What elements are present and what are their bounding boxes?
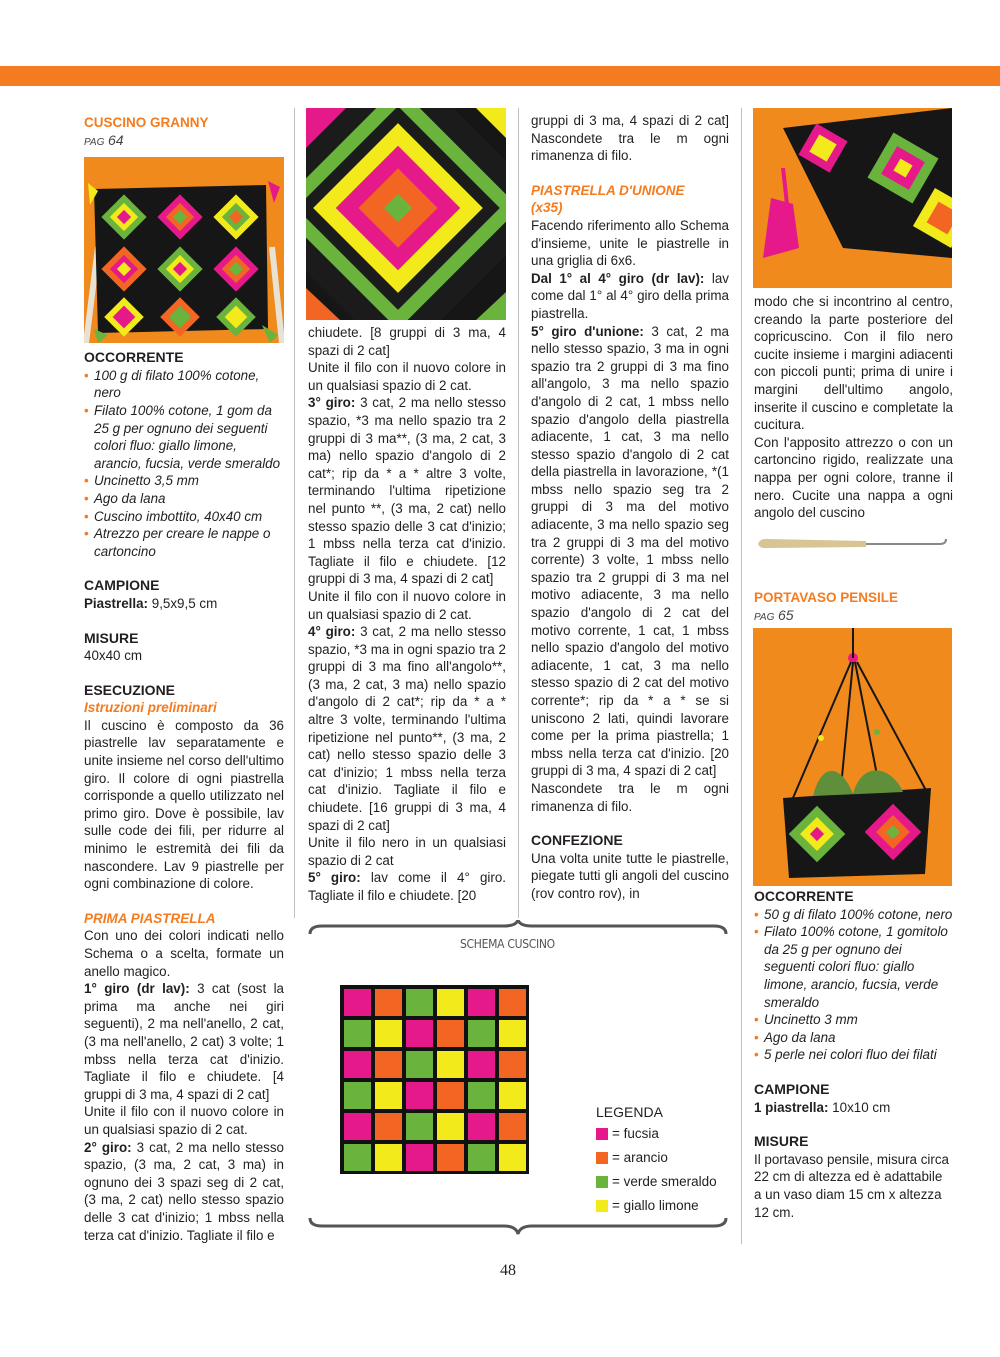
campione-value: 10x10 cm [832, 1099, 891, 1115]
column-divider [741, 108, 742, 1244]
giro4-after: Unite il filo nero in un qualsiasi spazio di 2 cat [308, 835, 506, 868]
confezione-text: Una volta unite tutte le piastrelle, piegate tutti gli angoli del cuscino (rov contro rov), in [531, 850, 729, 901]
legend-item [596, 1122, 717, 1146]
crochet-hook-photo [756, 532, 952, 552]
dal-body: lav come dal 1° al 4° giro della prima piastrella. [531, 270, 730, 321]
grid-cell-fucsia [468, 1051, 495, 1078]
grid-cell-giallo [499, 1144, 526, 1171]
page-ref [84, 132, 284, 152]
giro4-label: 4° giro: [308, 624, 356, 640]
list-item: • Atrezzo per creare le nappe o cartoncino [84, 525, 284, 560]
column-2 [308, 324, 506, 905]
cushion-corner-photo [753, 108, 952, 288]
grid-cell-giallo [499, 1020, 526, 1047]
list-item: • Ago da lana [84, 490, 284, 508]
esecuzione-heading: ESECUZIONE [84, 681, 176, 698]
giro1-after: Unite il filo con il nuovo colore in un qualsiasi spazio di 2 cat. [84, 1104, 284, 1137]
campione-heading: CAMPIONE [84, 577, 160, 594]
legend-swatch-fucsia [596, 1128, 608, 1140]
giro1-label: 1° giro (dr lav): [84, 981, 190, 997]
column-4-lower [754, 589, 953, 626]
grid-cell-verde [344, 1020, 371, 1047]
column-4 [754, 293, 953, 522]
grid-cell-arancio [437, 1082, 464, 1109]
column-3 [531, 112, 729, 903]
occorrente-heading: OCCORRENTE [754, 888, 854, 904]
giro1-body: 3 cat (sost la prima ma anche nei giri seguenti), 2 ma nell'anello, 2 cat, (3 ma nell'anello, 2 cat) 3 volte; 1 mbss nella terza cat d'inizio. Tagliate il filo e chiudete. [4 gruppi di 3 ma, 4 spazi di 2 cat] [84, 981, 284, 1102]
page-number: 48 [500, 1262, 516, 1279]
giro5-label: 5° giro: [308, 870, 361, 886]
grid-cell-verde [406, 1051, 433, 1078]
legend-label: = giallo limone [612, 1198, 699, 1213]
legend-item [596, 1170, 717, 1194]
legend-title: LEGENDA [596, 1104, 663, 1120]
giro1-text [84, 980, 284, 1103]
legend-swatch-arancio [596, 1152, 608, 1164]
grid-cell-arancio [375, 1113, 402, 1140]
grid-cell-arancio [437, 1020, 464, 1047]
schema-grid [340, 985, 529, 1174]
grid-cell-fucsia [344, 1051, 371, 1078]
unione-count: (x35) [531, 200, 563, 216]
grid-cell-verde [344, 1082, 371, 1109]
giro5-body: lav come il 4° giro. Tagliate il filo e chiudete. [20 [308, 870, 506, 903]
grid-cell-fucsia [344, 1113, 371, 1140]
misure-text: Il portavaso pensile, misura circa 22 cm di altezza ed è adattabile a un vaso diam 15 cm x altezza 12 cm. [754, 1151, 949, 1220]
grid-cell-verde [406, 989, 433, 1016]
grid-cell-giallo [437, 1113, 464, 1140]
grid-cell-fucsia [344, 989, 371, 1016]
campione-text [84, 595, 284, 613]
legend-label: = verde smeraldo [612, 1174, 717, 1189]
misure-heading: MISURE [84, 629, 139, 646]
occorrente-list [754, 906, 953, 1064]
legend [596, 1104, 717, 1218]
column-divider [294, 108, 295, 918]
page-ref [754, 607, 953, 627]
grid-cell-giallo [375, 1020, 402, 1047]
grid-cell-arancio [499, 989, 526, 1016]
giro5u-label: 5° giro d'unione: [531, 323, 644, 339]
grid-cell-verde [468, 1144, 495, 1171]
giro4-body: 3 cat, 2 ma nello stesso spazio, *3 ma in ogni spazio tra 2 gruppi di 3 ma fino all'angolo**, (3 ma, 2 cat, 3 ma) nello spazio d'angolo di 2 cat*; rip da * a * altre 3 volte, terminando l'ultima ripetizione nel punto**, (3 ma, 2 cat) nello stesso spazio delle 3 cat d'inizio; 1 mbss nella terza cat d'inizio. Tagliate il filo e chiudete. [16 gruppi di 3 ma, 4 spazi di 2 cat] [308, 624, 506, 833]
campione-label: 1 piastrella: [754, 1099, 829, 1115]
page-ref-number: 64 [108, 131, 124, 148]
list-item: • Filato 100% cotone, 1 gom da 25 g per ognuno dei seguenti colori fluo: giallo limone, arancio, fucsia, verde smeraldo [84, 402, 284, 472]
grid-cell-fucsia [406, 1082, 433, 1109]
list-item: • 100 g di filato 100% cotone, nero [84, 367, 284, 402]
top-orange-bar [0, 66, 1000, 86]
dal-label: Dal 1° al 4° giro (dr lav): [531, 270, 705, 286]
giro5u-body: 3 cat, 2 ma nello stesso spazio, 3 ma in ogni spazio tra 2 gruppi di 3 ma fino all'angolo, 3 ma nello spazio d'angolo di 2 cat, 1 mbss nello spazio d'angolo della piastrella adiacente, 1 cat, 3 ma nello stesso spazio d'angolo di 2 cat della piastrella in lavorazione, *(1 mbss nello spazio seg tra 2 gruppi di 3 ma del motivo adiacente, 3 ma nello spazio seg tra 2 gruppi di 3 ma del motivo corrente) 3 volte, 1 mbss nello spazio tra 2 gruppi di 3 ma nel motivo adiacente, 3 ma nello spazio d'angolo di 2 cat del motivo corrente, 1 cat, 1 mbss nello spazio d'angolo del motivo adiacente, 1 cat, 3 ma nello stesso spazio di 2 cat del motivo corrente*; rip da * a * se si uniscono 2 lati, quindi lavorare come per la prima piastrella; 1 mbss nella terza cat d'inizio. [20 gruppi di 3 ma, 4 spazi di 2 cat] [531, 323, 729, 779]
istruzioni-text: Il cuscino è composto da 36 piastrelle lav separatamente e unite insieme nel corso dell'ultimo giro. Il colore di ogni piastrella corrisponde a quello utilizzato nel primo giro. Dove è possibile, lav sulle code dei fili, per ridurre al minimo le estremità dei fili da nascondere. Lav 9 piastrelle per ogni combinazione di colore. [84, 717, 284, 892]
list-item: • 5 perle nei colori fluo dei filati [754, 1046, 953, 1064]
occorrente-heading: OCCORRENTE [84, 349, 184, 366]
legend-label: = arancio [612, 1150, 668, 1165]
campione-label: Piastrella: [84, 595, 149, 611]
occorrente-list [84, 367, 284, 561]
page-ref-label: PAG [84, 136, 105, 148]
grid-cell-fucsia [406, 1020, 433, 1047]
dal-text [531, 270, 729, 323]
grid-cell-verde [468, 1020, 495, 1047]
prima-intro: Con uno dei colori indicati nello Schema o a scelta, formate un anello magico. [84, 928, 284, 979]
plant-hanger-photo [753, 628, 952, 886]
grid-cell-verde [468, 1082, 495, 1109]
grid-cell-arancio [499, 1051, 526, 1078]
grid-cell-giallo [437, 1051, 464, 1078]
giro3-after: Unite il filo con il nuovo colore in un qualsiasi spazio di 2 cat. [308, 588, 506, 622]
schema-title: SCHEMA CUSCINO [460, 937, 555, 951]
campione-text [754, 1099, 953, 1117]
grid-cell-giallo [437, 989, 464, 1016]
grid-cell-fucsia [406, 1144, 433, 1171]
istruzioni-heading: Istruzioni preliminari [84, 700, 217, 716]
list-item: • Uncinetto 3,5 mm [84, 472, 284, 490]
giro4-text [308, 623, 506, 834]
portavaso-title: PORTAVASO PENSILE [754, 590, 899, 605]
grid-cell-arancio [437, 1144, 464, 1171]
grid-cell-arancio [499, 1113, 526, 1140]
grid-cell-verde [406, 1113, 433, 1140]
cushion-photo [84, 157, 284, 343]
page-ref-label: PAG [754, 611, 775, 623]
misure-value: 40x40 cm [84, 648, 143, 664]
page-ref-number: 65 [778, 606, 794, 623]
column-1 [84, 114, 284, 1244]
grid-cell-giallo [499, 1082, 526, 1109]
schema-bottom-brace [304, 1212, 732, 1236]
giro2-body: 3 cat, 2 ma nello stesso spazio, (3 ma, 2 cat, 3 ma) in ognuno dei 3 spazi seg di 2 cat, (3 ma, 2 cat) nello stesso spazio delle 3 cat d'inizio; 1 mbss nella terza cat d'inizio. Tagliate il filo e [84, 1139, 284, 1243]
col2-cont-after: Unite il filo con il nuovo colore in un qualsiasi spazio di 2 cat. [308, 360, 506, 393]
granny-square-closeup-photo [306, 108, 506, 320]
list-item: • Ago da lana [754, 1029, 953, 1047]
legend-swatch-giallo [596, 1200, 608, 1212]
list-item: • 50 g di filato 100% cotone, nero [754, 906, 953, 924]
giro5-text [308, 869, 506, 904]
col4-cont2: Con l'apposito attrezzo o con un cartoncino rigido, realizzate una nappa per ogni colore, tranne il nero. Cucite una nappa a ogni angolo del cuscino [754, 434, 953, 521]
list-item: • Uncinetto 3 mm [754, 1011, 953, 1029]
grid-cell-arancio [375, 1051, 402, 1078]
giro5u-after: Nascondete tra le m ogni rimanenza di filo. [531, 780, 729, 814]
grid-cell-verde [344, 1144, 371, 1171]
grid-cell-giallo [375, 1082, 402, 1109]
cuscino-title: CUSCINO GRANNY [84, 115, 209, 130]
grid-cell-fucsia [468, 1113, 495, 1140]
legend-swatch-verde [596, 1176, 608, 1188]
col2-cont: chiudete. [8 gruppi di 3 ma, 4 spazi di 2 cat] [308, 325, 506, 358]
campione-heading: CAMPIONE [754, 1080, 830, 1097]
column-4-bottom [754, 888, 953, 1221]
grid-cell-fucsia [468, 989, 495, 1016]
legend-item [596, 1146, 717, 1170]
giro2-label: 2° giro: [84, 1139, 132, 1155]
list-item: • Filato 100% cotone, 1 gomitolo da 25 g per ognuno dei seguenti colori fluo: giallo limone, arancio, fucsia, verde smeraldo [754, 923, 953, 1011]
giro3-text [308, 394, 506, 588]
legend-label: = fucsia [612, 1126, 659, 1141]
col4-cont: modo che si incontrino al centro, creando la parte posteriore del copricuscino. Con il filo nero cucite insieme i margini adiacenti con piccoli punti; prima di unire i margini dell'ultimo angolo, inserite il cuscino e completate la cucitura. [754, 294, 953, 433]
unione-heading: PIASTRELLA D'UNIONE [531, 182, 685, 198]
prima-piastrella-heading: PRIMA PIASTRELLA [84, 910, 216, 926]
grid-cell-giallo [375, 1144, 402, 1171]
giro3-body: 3 cat, 2 ma nello stesso spazio, *3 ma nello spazio tra 2 gruppi di 3 ma**, (3 ma, 2 cat, 3 ma) nello spazio d'angolo di 2 cat*; rip da * a * altre 3 volte, terminando l'ultima ripetizione nel punto **, (3 ma, 2 cat) nello stesso spazio delle 3 cat d'inizio; 1 mbss nella terza cat d'inizio. Tagliate il filo e chiudete. [12 gruppi di 3 ma, 4 spazi di 2 cat] [308, 395, 506, 587]
giro2-text [84, 1139, 284, 1245]
giro5u-text [531, 323, 729, 780]
campione-value: 9,5x9,5 cm [151, 595, 218, 611]
column-divider [518, 108, 519, 918]
giro3-label: 3° giro: [308, 395, 356, 411]
confezione-heading: CONFEZIONE [531, 832, 623, 849]
grid-cell-arancio [375, 989, 402, 1016]
unione-intro: Facendo riferimento allo Schema d'insieme, unite le piastrelle in una griglia di 6x6. [531, 217, 729, 269]
list-item: • Cuscino imbottito, 40x40 cm [84, 508, 284, 526]
misure-heading: MISURE [754, 1133, 809, 1150]
col3-cont: gruppi di 3 ma, 4 spazi di 2 cat] Nascondete tra le m ogni rimanenza di filo. [531, 113, 729, 164]
